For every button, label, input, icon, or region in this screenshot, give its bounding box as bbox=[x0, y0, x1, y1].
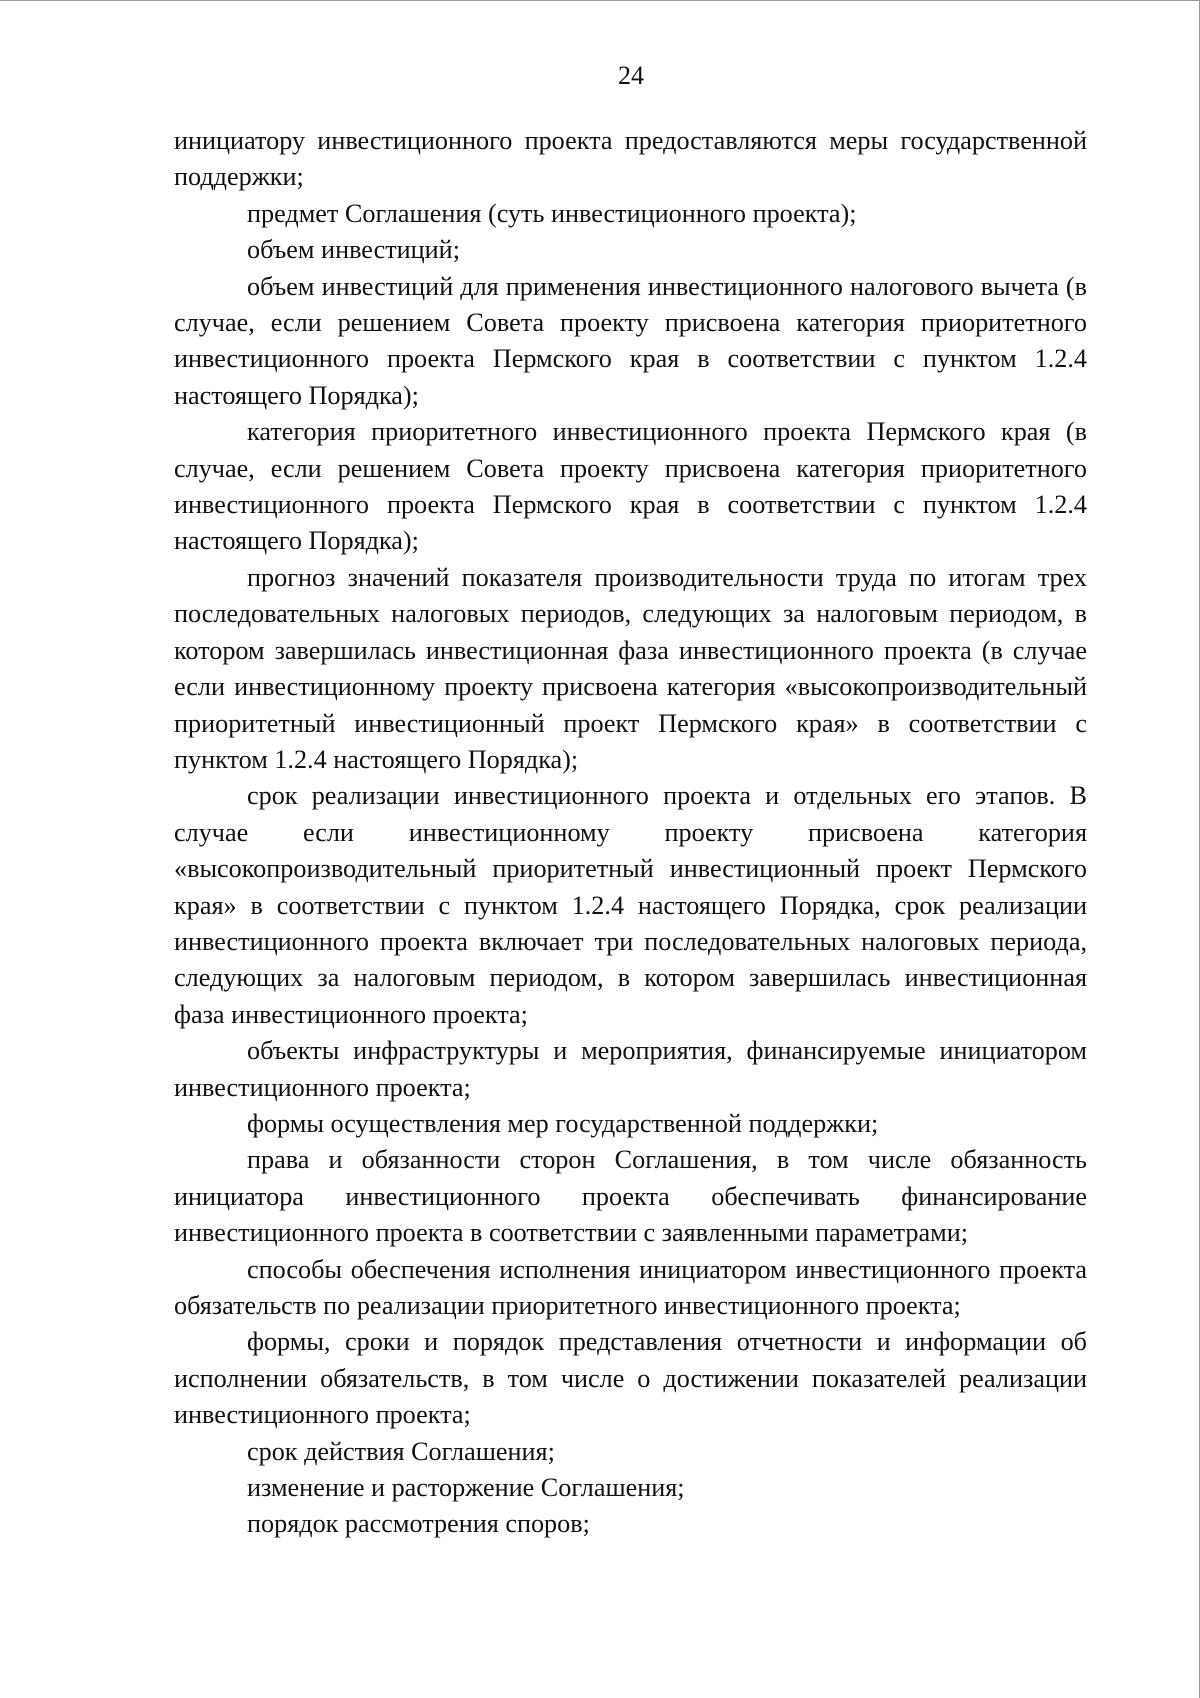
paragraph: объекты инфраструктуры и мероприятия, финансируемые инициатором инвестиционного проекта; bbox=[174, 1036, 1087, 1102]
paragraph: объем инвестиций; bbox=[247, 235, 460, 265]
paragraph: права и обязанности сторон Соглашения, в том числе обязанность инициатора инвестиционного проекта обеспечивать финансирование инвестиционного проекта в соответствии с заявленными параметрами; bbox=[174, 1145, 1087, 1248]
paragraph: предмет Соглашения (суть инвестиционного проекта); bbox=[247, 198, 857, 228]
paragraph: формы осуществления мер государственной поддержки; bbox=[247, 1108, 879, 1138]
paragraph: прогноз значений показателя производительности труда по итогам трех последовательных налоговых периодов, следующих за налоговым периодом, в котором завершилась инвестиционная фаза инвестиционного проекта (в случае если инвестиционному проекту присвоена категория «высокопроизводительный приоритетный инвестиционный проект Пермского края» в соответствии с пунктом 1.2.4 настоящего Порядка); bbox=[174, 562, 1087, 774]
paragraph: срок реализации инвестиционного проекта и отдельных его этапов. В случае если инвестиционному проекту присвоена категория «высокопроизводительный приоритетный инвестиционный проект Пермского края» в соответствии с пунктом 1.2.4 настоящего Порядка, срок реализации инвестиционного проекта включает три последовательных налоговых периода, следующих за налоговым периодом, в котором завершилась инвестиционная фаза инвестиционного проекта; bbox=[174, 781, 1087, 1029]
paragraph: способы обеспечения исполнения инициатором инвестиционного проекта обязательств по реализации приоритетного инвестиционного проекта; bbox=[174, 1254, 1087, 1320]
paragraph: инициатору инвестиционного проекта предоставляются меры государственной поддержки; bbox=[174, 126, 1087, 192]
document-body bbox=[174, 123, 1087, 1543]
paragraph: объем инвестиций для применения инвестиционного налогового вычета (в случае, если решением Совета проекту присвоена категория приоритетного инвестиционного проекта Пермского края в соответствии с пунктом 1.2.4 настоящего Порядка); bbox=[174, 271, 1087, 410]
paragraph: изменение и расторжение Соглашения; bbox=[247, 1473, 685, 1503]
paragraph: формы, сроки и порядок представления отчетности и информации об исполнении обязательств, в том числе о достижении показателей реализации инвестиционного проекта; bbox=[174, 1327, 1087, 1430]
paragraph: категория приоритетного инвестиционного проекта Пермского края (в случае, если решением Совета проекту присвоена категория приоритетного инвестиционного проекта Пермского края в соответствии с пунктом 1.2.4 настоящего Порядка); bbox=[174, 417, 1087, 556]
page-number: 24 bbox=[618, 61, 644, 90]
paragraph: порядок рассмотрения споров; bbox=[247, 1509, 590, 1539]
paragraph: срок действия Соглашения; bbox=[247, 1436, 555, 1466]
